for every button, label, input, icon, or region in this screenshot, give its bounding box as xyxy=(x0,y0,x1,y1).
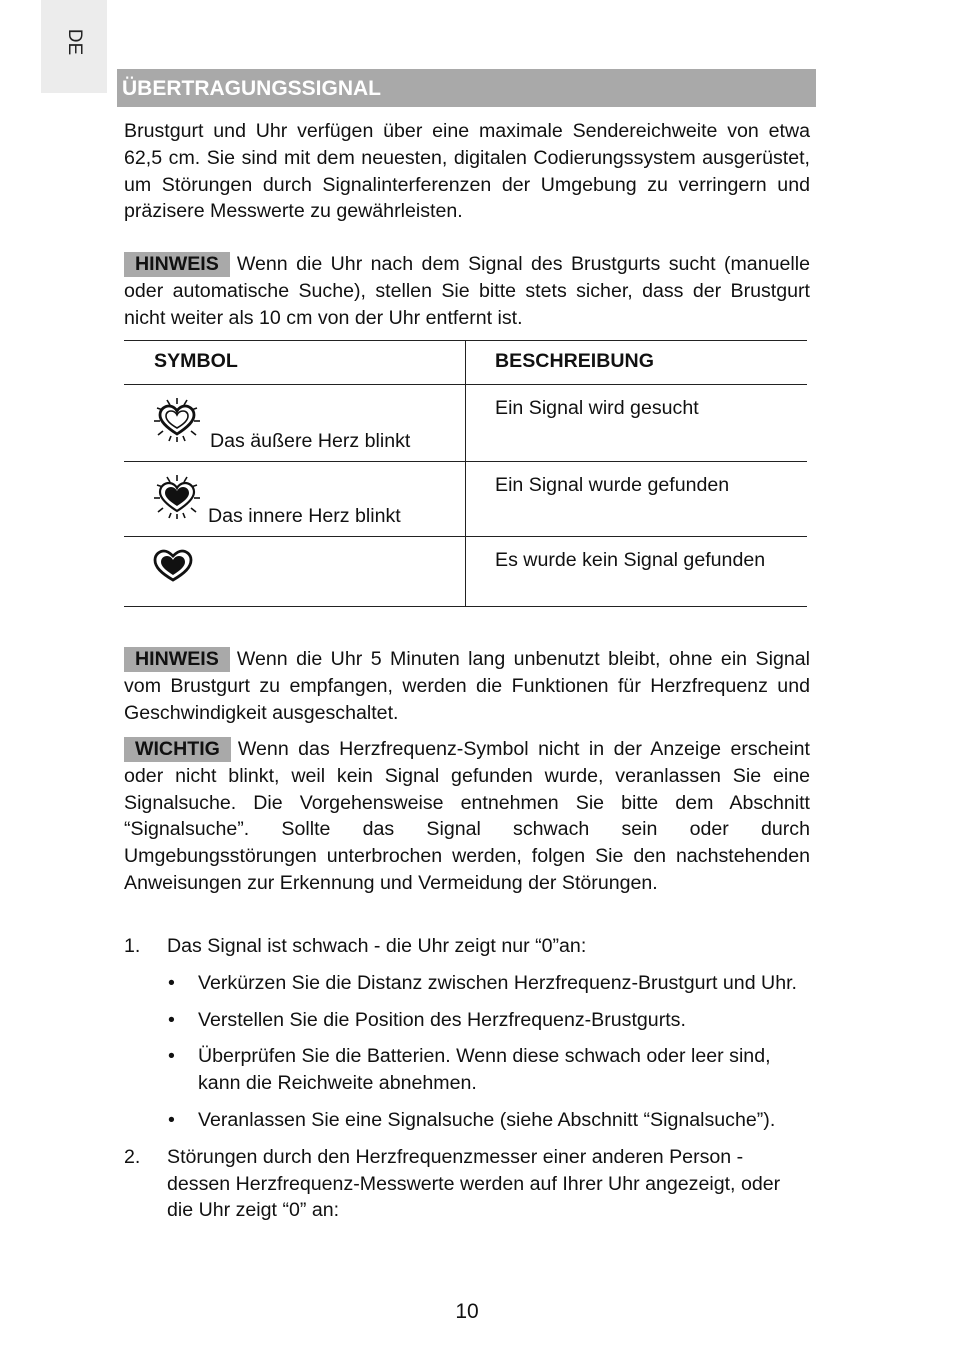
list-item-text: Störungen durch den Herzfrequenzmesser einer anderen Person - dessen Herzfrequenz-Messwerte werden auf Ihrer Uhr angezeigt, oder die Uhr zeigt “0” an: xyxy=(167,1145,781,1222)
note-badge: HINWEIS xyxy=(124,647,230,672)
troubleshooting-list xyxy=(124,933,810,1224)
bullet-item: • Veranlassen Sie eine Signalsuche (siehe Abschnitt “Signalsuche”). xyxy=(168,1108,776,1131)
bullet-item: • Verkürzen Sie die Distanz zwischen Herzfrequenz-Brustgurt und Uhr. xyxy=(168,971,797,994)
symbol-caption: Das innere Herz blinkt xyxy=(208,505,401,527)
page-number: 10 xyxy=(455,1300,479,1323)
table-header-row xyxy=(124,341,807,385)
symbol-cell xyxy=(124,385,466,462)
language-tab xyxy=(41,0,107,93)
description-cell: Es wurde kein Signal gefunden xyxy=(466,537,808,607)
note-text: Wenn die Uhr nach dem Signal des Brustgurts sucht (manuelle oder automatische Suche), stellen Sie bitte stets sicher, dass der Brustgurt nicht weiter als 10 cm von der Uhr entfernt ist. xyxy=(124,253,810,329)
table-row xyxy=(124,537,807,607)
symbol-cell xyxy=(124,537,466,607)
symbol-table xyxy=(124,340,807,607)
important-badge: WICHTIG xyxy=(124,737,231,762)
bullet-item: • Überprüfen Sie die Batterien. Wenn diese schwach oder leer sind, kann die Reichweite abnehmen. xyxy=(168,1045,771,1095)
heart-outer-blinking-icon xyxy=(152,397,206,443)
list-number: 1. xyxy=(124,935,141,957)
description-cell: Ein Signal wird gesucht xyxy=(466,385,808,462)
symbol-cell xyxy=(124,462,466,537)
language-tab-label: DE xyxy=(64,28,85,56)
note-paragraph-1 xyxy=(124,251,810,331)
list-item-text: Das Signal ist schwach - die Uhr zeigt nur “0”an: xyxy=(167,935,587,957)
intro-paragraph: Brustgurt und Uhr verfügen über eine maximale Sendereichweite von etwa 62,5 cm. Sie sind mit dem neuesten, digitalen Codierungssystem ausgerüstet, um Störungen durch Signalinterferenzen der Umgebung zu verringern und präzisere Messwerte zu gewährleisten. xyxy=(124,120,810,223)
list-item xyxy=(124,933,810,1134)
table-row xyxy=(124,462,807,537)
bullet-item: • Verstellen Sie die Position des Herzfrequenz-Brustgurts. xyxy=(168,1008,686,1031)
header-description: BESCHREIBUNG xyxy=(466,341,808,385)
section-title: ÜBERTRAGUNGSSIGNAL xyxy=(117,69,816,107)
important-text: Wenn das Herzfrequenz-Symbol nicht in der Anzeige erscheint oder nicht blinkt, weil kein Signal gefunden wurde, veranlassen Sie eine Signalsuche. Die Vorgehensweise entnehmen Sie bitte dem Abschnitt “Signalsuche”. Sollte das Signal schwach sein oder durch Umgebungsstörungen unterbrochen werden, folgen Sie den nachstehenden Anweisungen zur Erkennung und Vermeidung der Störungen. xyxy=(124,738,810,894)
list-number: 2. xyxy=(124,1145,141,1168)
description-cell: Ein Signal wurde gefunden xyxy=(466,462,808,537)
heart-inner-blinking-icon xyxy=(152,474,206,520)
header-symbol: SYMBOL xyxy=(124,341,466,385)
bullet-list xyxy=(124,970,810,1134)
table-row xyxy=(124,385,807,462)
list-item xyxy=(124,1144,810,1224)
note-badge: HINWEIS xyxy=(124,252,230,277)
heart-icon xyxy=(152,547,198,583)
symbol-caption: Das äußere Herz blinkt xyxy=(210,430,411,452)
note-paragraph-2 xyxy=(124,646,810,726)
note-text: Wenn die Uhr 5 Minuten lang unbenutzt bleibt, ohne ein Signal vom Brustgurt zu empfangen, werden die Funktionen für Herzfrequenz und Geschwindigkeit ausgeschaltet. xyxy=(124,648,810,724)
important-paragraph xyxy=(124,736,810,897)
